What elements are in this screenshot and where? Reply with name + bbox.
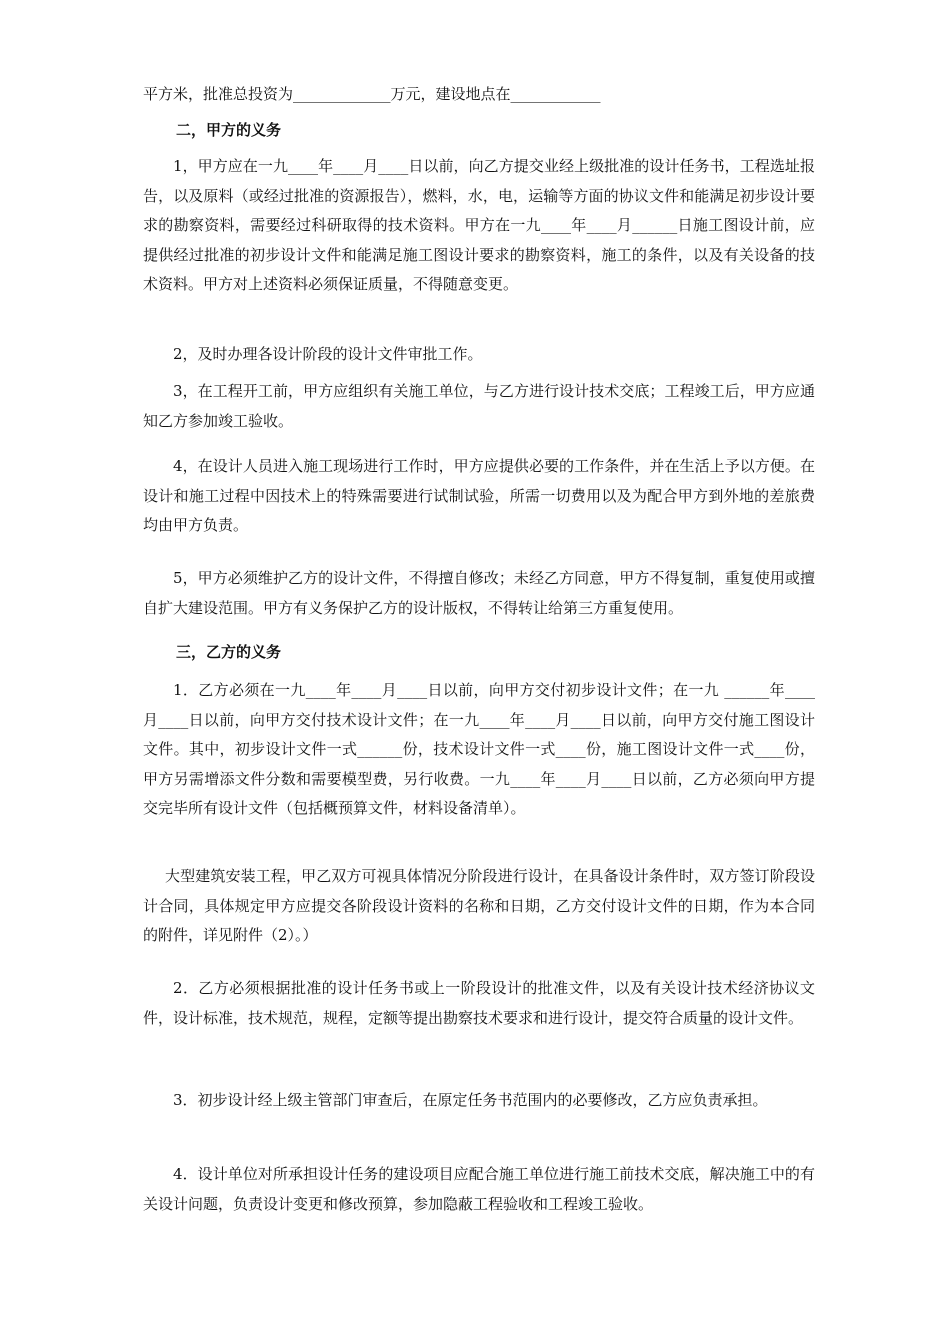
paragraph-party-a-item-1: 1，甲方应在一九____年____月____日以前，向乙方提交业经上级批准的设计任务书，工程选址报告，以及原料（或经过批准的资源报告），燃料，水，电，运输等方面的协议文件和能满足初步设计要求的勘察资料，需要经过科研取得的技术资料。甲方在一九____年____月______日施工图设计前，应提供经过批准的初步设计文件和能满足施工图设计要求的勘察资料，施工的条件，以及有关设备的技术资料。甲方对上述资料必须保证质量，不得随意变更。 <box>143 157 815 293</box>
section-heading-party-a-obligations: 二，甲方的义务 <box>176 121 282 139</box>
paragraph-party-a-item-3: 3，在工程开工前，甲方应组织有关施工单位，与乙方进行设计技术交底；工程竣工后，甲方应通知乙方参加竣工验收。 <box>143 382 815 430</box>
paragraph-party-a-item-2: 2，及时办理各设计阶段的设计文件审批工作。 <box>173 345 483 363</box>
paragraph-party-b-item-3: 3．初步设计经上级主管部门审查后，在原定任务书范围内的必要修改，乙方应负责承担。 <box>173 1091 768 1109</box>
paragraph-party-b-item-1: 1．乙方必须在一九____年____月____日以前，向甲方交付初步设计文件；在一九 ______年____月____日以前，向甲方交付技术设计文件；在一九____年____月____日以前，向甲方交付施工图设计文件。其中，初步设计文件一式______份，技术设计文件一式____份，施工图设计文件一式____份，甲方另需增添文件分数和需要模型费，另行收费。一九____年____月____日以前，乙方必须向甲方提交完毕所有设计文件（包括概预算文件，材料设备清单）。 <box>143 681 815 817</box>
paragraph-party-a-item-4: 4，在设计人员进入施工现场进行工作时，甲方应提供必要的工作条件，并在生活上予以方便。在设计和施工过程中因技术上的特殊需要进行试制试验，所需一切费用以及为配合甲方到外地的差旅费均由甲方负责。 <box>143 457 815 534</box>
paragraph-party-b-item-2: 2．乙方必须根据批准的设计任务书或上一阶段设计的批准文件，以及有关设计技术经济协议文件，设计标准，技术规范，规程，定额等提出勘察技术要求和进行设计，提交符合质量的设计文件。 <box>143 979 815 1027</box>
paragraph-party-b-item-4: 4．设计单位对所承担设计任务的建设项目应配合施工单位进行施工前技术交底，解决施工中的有关设计问题，负责设计变更和修改预算，参加隐蔽工程验收和工程竣工验收。 <box>143 1165 815 1213</box>
paragraph-party-a-item-5: 5，甲方必须维护乙方的设计文件，不得擅自修改；未经乙方同意，甲方不得复制，重复使用或擅自扩大建设范围。甲方有义务保护乙方的设计版权，不得转让给第三方重复使用。 <box>143 569 815 617</box>
section-heading-party-b-obligations: 三，乙方的义务 <box>176 643 282 661</box>
paragraph-investment-location: 平方米，批准总投资为_____________万元，建设地点在____________ <box>143 85 601 103</box>
paragraph-party-b-staged-design-note: 大型建筑安装工程，甲乙双方可视具体情况分阶段进行设计，在具备设计条件时，双方签订阶段设计合同，具体规定甲方应提交各阶段设计资料的名称和日期，乙方交付设计文件的日期，作为本合同的附件，详见附件（2）。） <box>143 867 815 944</box>
